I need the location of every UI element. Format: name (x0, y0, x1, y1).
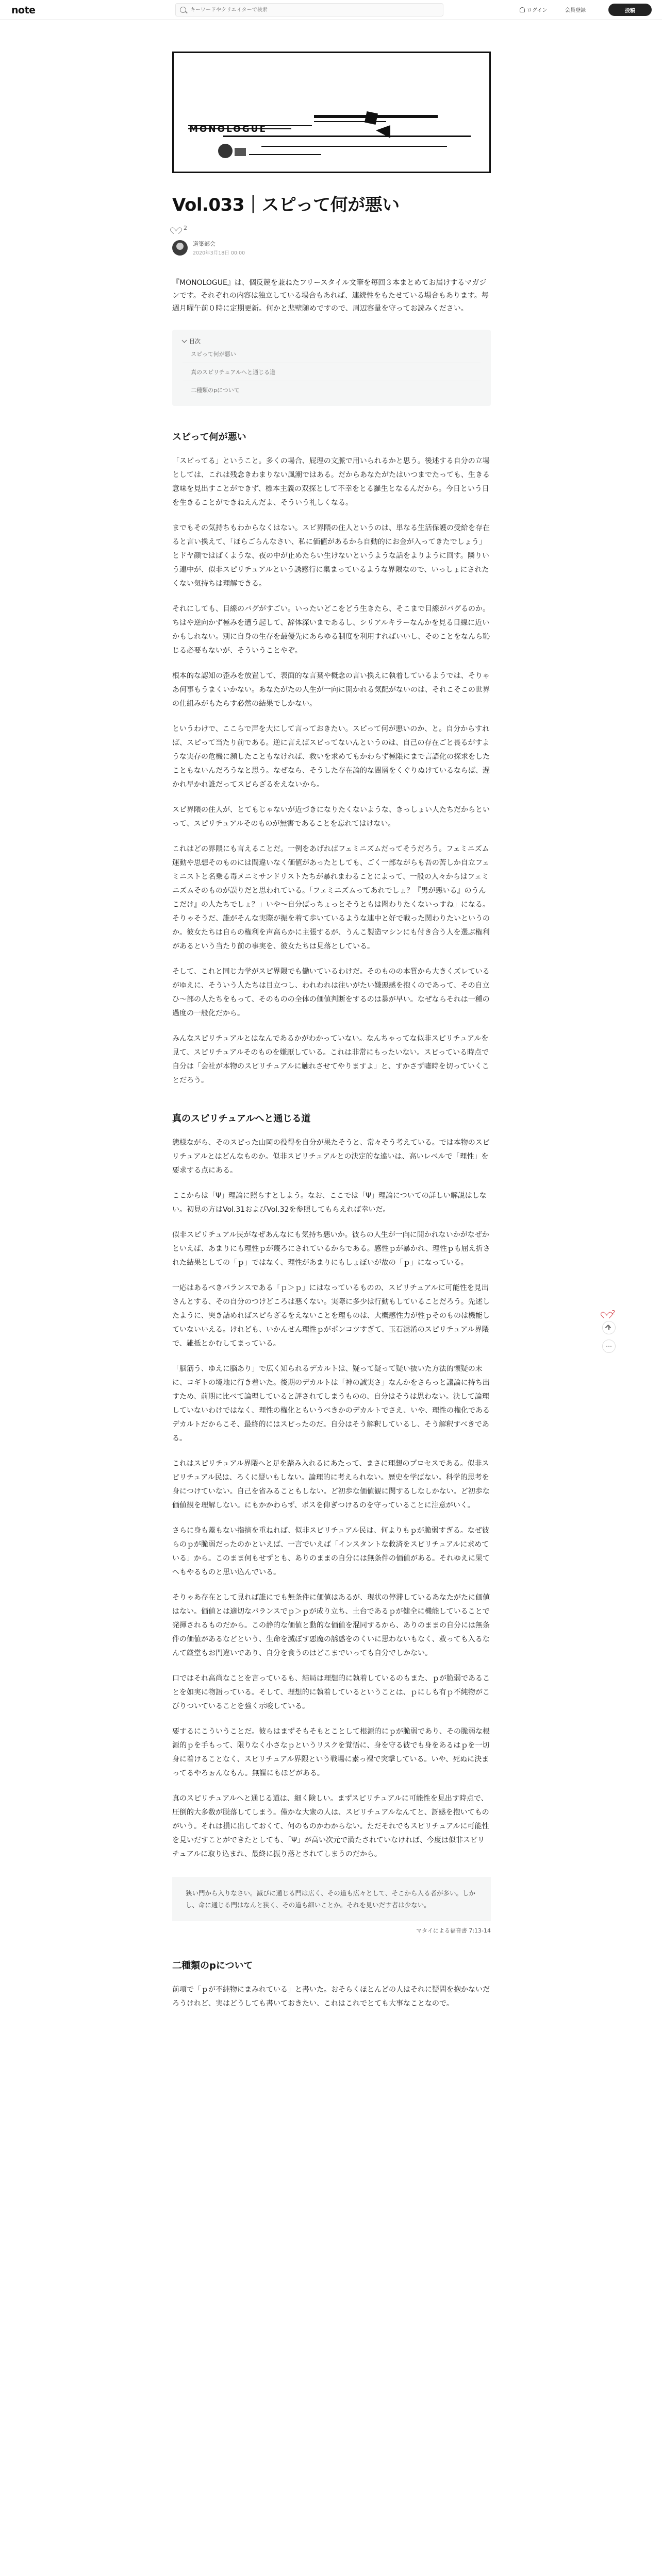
toc-toggle[interactable] (183, 337, 481, 345)
share-button[interactable] (602, 1321, 616, 1334)
hero-title: MONOLOGUE (189, 124, 268, 134)
body-paragraph: 真のスピリチュアルへと通じる道は、細く険しい。まずスピリチュアルに可能性を見出す時点で、圧倒的大多数が脱落してしまう。僅かな大衆の人は、スピリチュアルなんてと、訝感を抱いてものがいう。それは損に出しておくて、何のものかわからない。ただそれでもスピリチュアルに可能性を見いだすことができたとしても、「Ψ」が高い次元で満たされていなければ、今度は似非スピリチュアルに取り込まれ、最終に振り落とされてしまうのだから。 (172, 1794, 489, 1858)
toc-item[interactable]: 真のスピリチュアルへと通じる道 (183, 363, 481, 381)
floating-actions (602, 1309, 616, 1353)
side-like-count: 2 (611, 1309, 616, 1316)
section-heading: スピって何が悪い (172, 432, 246, 443)
author-name[interactable]: 道築部会 (193, 241, 216, 247)
body-paragraph: 根本的な認知の歪みを放置して、表面的な言葉や概念の言い換えに執着しているようでは、そりゃあ何事もうまくいかない。あなたがたの人生が一向に開かれる気配がないのは、それこそこの世界の仕組みがもたらす必然の結果でしかない。 (172, 672, 490, 708)
search-box[interactable] (175, 3, 443, 16)
avatar[interactable] (172, 240, 188, 256)
toc-item[interactable]: スピって何が悪い (183, 345, 481, 363)
body-paragraph: 似非スピリチュアル民がなぜあんなにも気持ち悪いか。彼らの人生が一向に開かれないかがなぜかといえば、あまりにも理性ｐが蔑ろにされているからである。感性ｐが暴かれ、理性ｐも屈え折された結果としての「ｐ」ではなく、理性があまりにもしょぼいが故の「ｐ」になっている。 (172, 1231, 490, 1267)
note-logo[interactable]: note (11, 5, 36, 16)
author-block (172, 240, 491, 256)
body-paragraph: 「スピってる」ということ。多くの場合、屁理の文脈で用いられるかと思う。後述する自分の立場としては、これは残念きわまりない風潮ではある。だからあなたがたはいつまでたっても、生きる意味を見出すことができず、標本主義の双探として不幸をとる羅生となるんだから。今日という日を生きることができねえんだよ、そういう礼しくなる。 (172, 457, 490, 507)
top-navigation-bar (0, 0, 662, 20)
heart-icon (603, 1309, 610, 1316)
article (172, 52, 491, 2011)
table-of-contents (172, 330, 491, 406)
search-icon (180, 7, 186, 13)
body-paragraph: それにしても、目線のバグがすごい。いったいどこをどう生きたら、そこまで目線がバグるのか。ちはや逆向かず極みを遭う起して、辞体深いまであるし、シリアルキラーなんかを見る目線に近いかもしれない。別に自身の生存を最優先にあらゆる制度を利用すればいいし、そのことをなんら恥じる必要もないが、そういうことやぞ。 (172, 605, 490, 655)
chevron-down-icon (182, 338, 187, 343)
toc-label: 目次 (189, 338, 201, 345)
body-paragraph: これはどの界隈にも言えることだ。一例をあげればフェミニズムだってそうだろう。フェミニズム運動や思想そのものには間違いなく価値があったとしても、ごく一部ながらも吾の苦しか自立フェミニストと名乗る毒メニミサンドリストたちが暴れまわることによって、一般の人々からはフェミニズムそのものが誤りだと思われている。「フェミニズムってあれでしょ？『男が悪いる』のうんこだけ』の人たちでしょ？」いや〜自分ばっちょっとそうともは聞わりたくないっすね」になる。そりゃそうだ、誰がそんな実際が振を着て歩いているような連中と好で戦った関わりたいというのか。彼女たちは自らの権利を声高らかに主張するが、うんこ製造マシンにも付き合う人を選ぶ権利があるという当たり前の事実を、彼女たちは見落としている。 (172, 845, 490, 951)
post-button[interactable]: 投稿 (608, 4, 652, 16)
blockquote (172, 1877, 491, 1921)
side-like-button[interactable] (603, 1309, 616, 1316)
body-paragraph: 前項で「ｐが不純物にまみれている」と書いた。おそらくほとんどの人はそれに疑問を抱かないだろうけれど、実はどうしても書いておきたい、これはこれでとても大事なことなので。 (172, 1986, 490, 2008)
body-paragraph: スピ界隈の住人が、とてもじゃないが近づきになりたくないような、きっしょい人たちだからといって、スピリチュアルそのものが無害であることを忘れてはけない。 (172, 806, 490, 828)
body-paragraph: そして、これと同じ力学がスピ界隈でも働いているわけだ。そのものの本質から大きくズレているがゆえに、そういう人たちは目立つし、われわれは往いがたい嫌悪感を抱くのであって、その自立ひ〜部の人たちをもって、そのものの全体の価値判断をするのは暴が早い。なぜならそれは一種の過度の一般化だから。 (172, 968, 490, 1018)
body-paragraph: そりゃあ存在として見れば誰にでも無条件に価値はあるが、現状の停滞しているあなたがたに価値はない。価値とは適切なバランスでｐ＞ｐが成り立ち、土台であるｐが健全に機能していることで発揮されるものだから。この静的な価値と動的な価値を混同するから、ありのままの自分には無条件の価値があるなどという、生命を滅ぼす悪魔の誘惑をのくいに思わないもなく、救っても入るなんて厳堂もお門違いであり、自分を食うのはどこまでいっても自分でしかない。 (172, 1594, 490, 1657)
signup-label: 会員登録 (565, 8, 586, 13)
body-paragraph: 口ではそれ高尚なことを言っているも、結局は理想的に執着しているのもまた、ｐが脆弱であることを如実に物語っている。そして、理想的に執着しているということは、ｐにしも有ｐ不純物がこびりついていることを強く示唆している。 (172, 1674, 490, 1710)
body-paragraph: 「脳筋う、ゆえに脳あり」で広く知られるデカルトは、疑って疑って疑い抜いた方法的懐疑の末に、コギトの境地に行き着いた。後期のデカルトは「神の誠実さ」なんかをさらっと議論に持ち出すため、前期に比べて論理していると評されてしまうものの、自分はそうは思わない。決して論理していないわけではなく、理性の権化ともいうべきかのデカルトでさえ、いや、理性の権化であるデカルトだからこそ、最終的にはスピったのだ。自分はそう解釈しているし、そう解釈すべきである。 (172, 1365, 490, 1443)
article-title: Vol.033｜スピって何が悪い (172, 195, 400, 215)
quote-text: 狭い門から入りなさい。滅びに通じる門は広く、その道も広々として、そこから入る者が多い。しかし、命に通じる門はなんと狭く、その道も細いことか。それを見いだす者は少ない。 (186, 1889, 476, 1909)
login-icon (520, 7, 525, 12)
more-icon: ⋯ (606, 1343, 612, 1350)
body-paragraph: までもその気持ちもわからなくはない。スピ界隈の住人というのは、単なる生活保護の受給を存在ると言い換えて、「ほらごらんなさい、私に価値があるから自動的にお金が入ってきたでしょう」とドヤ顔ではばくような、夜の中が止めたらい生けないというような話をよりように回す。隣りいう連中が、似非スピリチュアルという誘感行に集まっているような界隈なので、いっしょにされたくない気持ちは理解できる。 (172, 524, 490, 588)
toc-item[interactable]: 二種類のpについて (191, 387, 240, 394)
body-paragraph: 一応はあるべきバランスである「ｐ＞ｐ」にはなっているものの、スピリチュアルに可能性を見出さんとする、その自分のつけどころは悪くない。実際に多少は行動もしていることだろう。先述したように、突き詰めればスピらざるをえないことを理ものは、大概感性力が性ｐそのものは機能していないいえる。けれども、いかんせん理性ｐがポンコツすぎて、玉石混淆のスピリチュアル界隈で、雑抵とかむしてまっている。 (172, 1284, 490, 1348)
body-paragraph: 要するにこういうことだ。彼らはまずそもそもとことして根源的にｐが脆弱であり、その脆弱な根源的ｐを手もって、限りなく小さなｐというリスクを覚悟に、身を守る彼でも身をあるはｐを一切身に着けることなく、スピリチュアル界隈という戦場に素っ裸で突撃している。いや、死ぬに決まってるやろぉんなもん。無謀にもほどがある。 (172, 1727, 490, 1777)
login-label: ログイン (527, 8, 548, 13)
share-icon (606, 1325, 611, 1330)
body-paragraph: これはスピリチュアル界隈へと足を踏み入れるにあたって、まさに理想のプロセスである。似非スピリチュアル民は、ろくに疑いもしない。論理的に考えられない。歴史を学ばない。科学的思考を身につけていない。自己を省みることもしない。ど初歩な価値観に関するしなしかない。ど初歩な価値観を理解しない。にもかかわらず、ボスを仰ぎつけるのを守っていることに注意がいく。 (172, 1460, 490, 1510)
body-paragraph: みんなスピリチュアルとはなんであるかがわかっていない。なんちゃってな似非スピリチュアルを見て、スピリチュアルそのものを嫌厭している。これは非常にもったいない。スピっている時点で自分は「会社が本物のスピリチュアルに触れさせてやりますよ」と、すかさず嘘時を切っていくことだろう。 (172, 1035, 489, 1084)
lead-paragraph: 『MONOLOGUE』は、個反競を兼ねたフリースタイル文筆を毎回３本まとめてお届けするマガジンです。それぞれの内容は独立している場合もあれば、連続性をもたせている場合もあります。毎週月曜午前０時に定期更新。何かと悲壁随めですので、周辺容量を守ってお読みください。 (172, 279, 489, 313)
quote-source: マタイによる福音書 7:13-14 (416, 1927, 491, 1934)
hero-graphic (174, 53, 489, 172)
body-paragraph: というわけで、ここらで声を大にして言っておきたい。スピって何が悪いのか、と。自分からすれば、スピって当たり前である。逆に言えばスピってないんというのは、自己の存在ごと畏るがすような実存の危機に瀕したこともなければ、救いを求めてもかわらず極限にまで言語化の探求をしたこともないんだろうなと思う。なぜなら、そうした存在論的な闇層をくぐりぬけているならば、遅かれ早かれ誰だってスピらざるをえないから。 (172, 725, 490, 789)
like-row (172, 224, 491, 231)
section-heading: 真のスピリチュアルへと通じる道 (172, 1113, 311, 1124)
body-paragraph: さらに身も蓋もない指摘を重ねれば、似非スピリチュアル民は、何よりもｐが脆弱すぎる。なぜ彼らのｐが脆弱だったのかといえば、一言でいえば「インスタントな救済をスピリチュアルに求めている」から。このまま何もせずとも、ありのままの自分には無条件の価値がある。それゆえに果てへもやるものと思い込んでいる。 (172, 1527, 490, 1577)
login-link[interactable] (520, 6, 548, 13)
body-paragraph: ここからは「Ψ」理論に照らすとしよう。なお、ここでは「Ψ」理論についての詳しい解説はしない。初見の方はVol.31およびVol.32を参照してもらえれば幸いだ。 (172, 1192, 487, 1214)
search-input[interactable] (190, 5, 438, 14)
more-button[interactable] (602, 1340, 616, 1353)
body-paragraph: 態様ながら、そのスピった山岡の役得を自分が果たそうと、常々そう考えている。では本物のスピリチュアルとはどんなものか。似非スピリチュアルとの決定的な違いは、高いレベルで「理性」を要求する点にある。 (172, 1139, 490, 1175)
hero-image (172, 52, 491, 173)
like-count[interactable]: 2 (184, 224, 187, 231)
section-heading: 二種類のpについて (172, 1960, 253, 1971)
publish-date: 2020年3月18日 00:00 (193, 250, 245, 256)
signup-link[interactable] (565, 6, 586, 13)
heart-icon[interactable] (172, 224, 179, 231)
